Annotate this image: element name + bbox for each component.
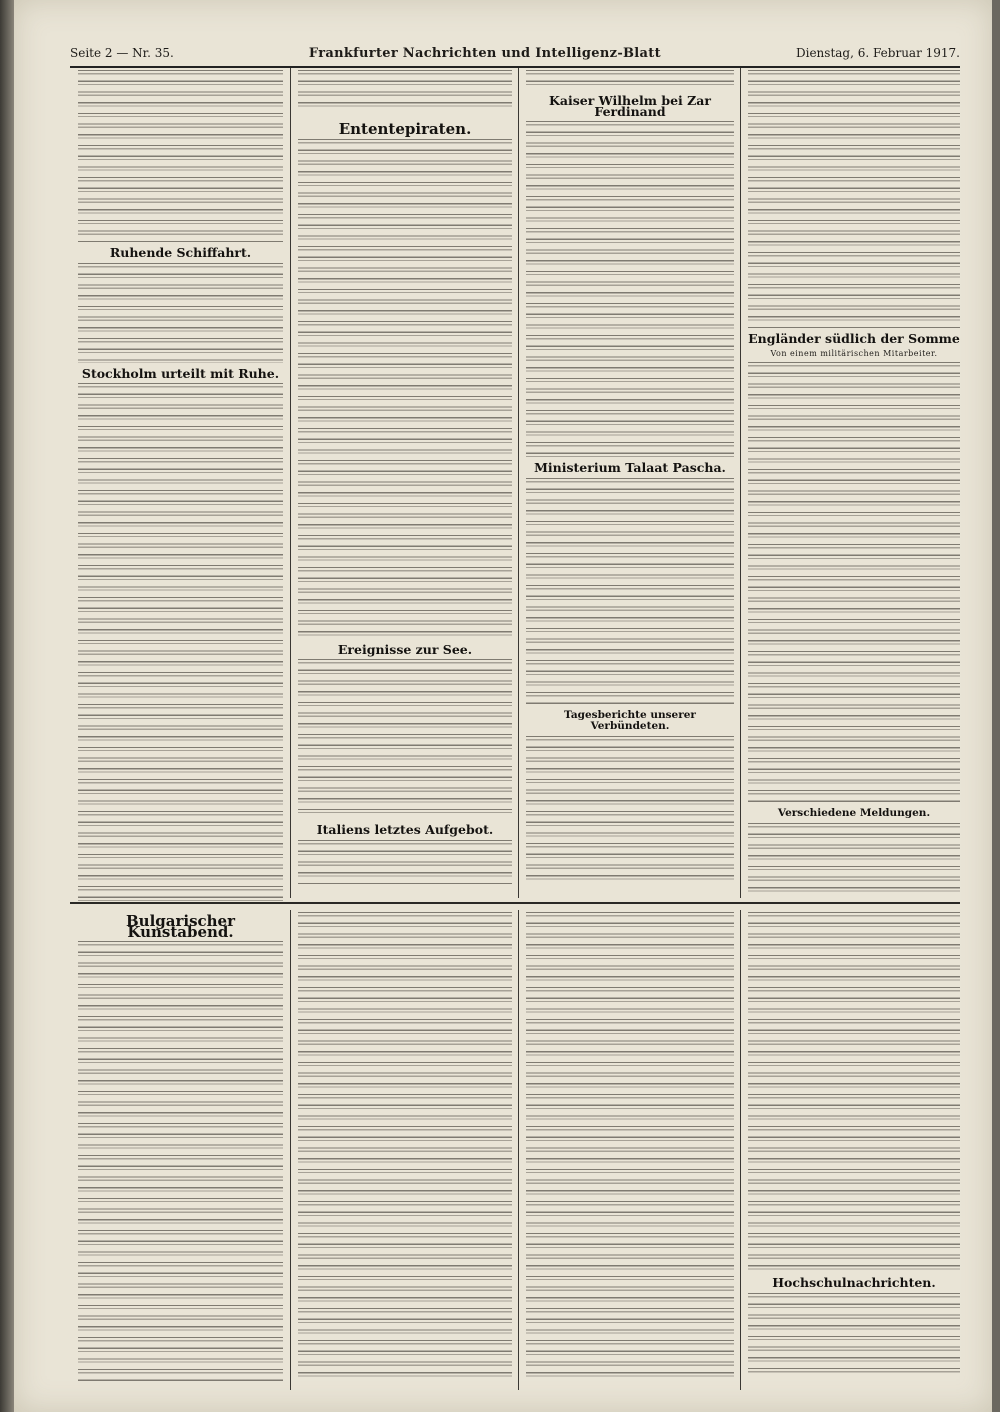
article-text (298, 840, 512, 884)
article-text (78, 70, 283, 242)
article-text (78, 263, 283, 363)
article-text (748, 912, 960, 1272)
column-2 (298, 68, 512, 886)
column-4 (748, 68, 960, 895)
column-1 (78, 68, 283, 905)
headline-kaiser-wilhelm: Kaiser Wilhelm bei Zar Ferdinand (549, 93, 711, 119)
article-text (526, 121, 734, 457)
column-3 (526, 68, 734, 888)
article-text (526, 736, 734, 886)
page-header (70, 40, 960, 68)
page-binding-edge (0, 0, 14, 1412)
article-text (526, 70, 734, 90)
bottom-column-4 (748, 910, 960, 1375)
column-rule (740, 68, 741, 898)
column-rule (518, 68, 519, 898)
article-text (526, 912, 734, 1382)
headline-subtitle: Von einem militärischen Mitarbeiter. (770, 348, 938, 358)
headline-englaender-somme: Engländer südlich der Somme (748, 331, 960, 346)
bottom-column-3 (526, 910, 734, 1384)
article-text (748, 823, 960, 893)
headline-ereignisse-zur-see: Ereignisse zur See. (337, 641, 473, 657)
issue-date: Dienstag, 6. Februar 1917. (796, 46, 960, 60)
column-rule (290, 68, 291, 898)
headline-ruhende-schiffahrt: Ruhende Schiffahrt. (109, 245, 252, 260)
article-text (78, 383, 283, 903)
headline-hochschulnachrichten: Hochschulnachrichten. (772, 1275, 936, 1290)
masthead: Frankfurter Nachrichten und Intelligenz-Blatt (308, 45, 661, 61)
article-text (526, 478, 734, 704)
column-rule (290, 910, 291, 1390)
article-text (298, 659, 512, 819)
bottom-column-1 (78, 910, 283, 1383)
headline-stockholm: Stockholm urteilt mit Ruhe. (81, 365, 280, 381)
headline-bulgarischer-kunstabend: Bulgarischer Kunstabend. (125, 912, 236, 941)
article-text (748, 362, 960, 802)
headline-verschiedene-meldungen: Verschiedene Meldungen. (777, 807, 931, 820)
column-rule (518, 910, 519, 1390)
headline-ententepiraten: Ententepiraten. (338, 120, 472, 138)
headline-ministerium-talaat: Ministerium Talaat Pascha. (534, 460, 726, 476)
bottom-column-2 (298, 910, 512, 1384)
article-text (298, 70, 512, 110)
column-rule (740, 910, 741, 1390)
article-text (748, 70, 960, 328)
article-text (78, 941, 283, 1381)
article-text (298, 912, 512, 1382)
headline-tagesberichte: Tagesberichte unserer Verbündeten. (564, 709, 696, 732)
headline-italiens-aufgebot: Italiens letztes Aufgebot. (316, 822, 494, 838)
article-text (748, 1293, 960, 1373)
page-number: Seite 2 — Nr. 35. (70, 46, 174, 60)
section-rule (70, 902, 960, 904)
article-text (298, 139, 512, 639)
